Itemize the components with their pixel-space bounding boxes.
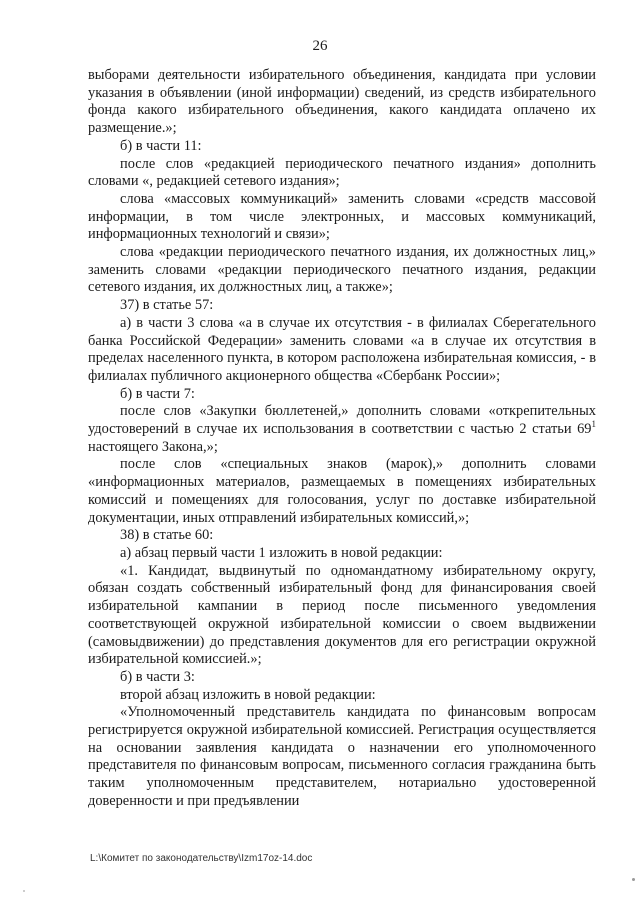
paragraph: «1. Кандидат, выдвинутый по одномандатному избирательному округу, обязан создать собственный избирательный фонд для финансирования своей избирательной кампании в период после письменного уведомления соответствующей окружной избирательной комиссии о своем выдвижении (самовыдвижении) до представления документов для его регистрации окружной избирательной комиссией.»;: [88, 562, 596, 668]
paragraph: «Уполномоченный представитель кандидата по финансовым вопросам регистрируется окружной избирательной комиссией. Регистрация осуществляется на основании заявления кандидата о назначении его уполномоченного представителя по финансовым вопросам, письменного согласия гражданина быть таким уполномоченным представителем, нотариально удостоверенной доверенности и при предъявлении: [88, 704, 596, 809]
paragraph: [88, 403, 596, 456]
paragraph: второй абзац изложить в новой редакции:: [120, 686, 376, 703]
paragraph: 37) в статье 57:: [120, 297, 214, 314]
paragraph: слова «массовых коммуникаций» заменить словами «средств массовой информации, в том числе электронных, и массовых коммуникаций, информационных технологий и связи»;: [88, 190, 596, 243]
footer-file-path: L:\Комитет по законодательству\Izm17oz-14.doc: [90, 853, 313, 864]
page-number: 26: [312, 38, 328, 54]
scan-speck: [632, 878, 635, 881]
paragraph-text: после слов «Закупки бюллетеней,» дополнить словами «открепительных удостоверений в случае их использования в соответствии с частью 2 статьи 69: [88, 403, 596, 438]
paragraph: а) в части 3 слова «а в случае их отсутствия - в филиалах Сберегательного банка Российской Федерации» заменить словами «а в случае их отсутствия в пределах населенного пункта, в котором расположена избирательная комиссия, - в филиалах публичного акционерного общества «Сбербанк России»;: [88, 314, 596, 384]
paragraph: б) в части 7:: [120, 385, 195, 402]
superscript: 1: [591, 419, 596, 430]
document-body: [88, 67, 596, 811]
paragraph: а) абзац первый части 1 изложить в новой редакции:: [120, 544, 443, 561]
paragraph: слова «редакции периодического печатного издания, их должностных лиц,» заменить словами «редакции периодического печатного издания, редакции сетевого издания, их должностных лиц, а также»;: [88, 244, 596, 296]
paragraph: выборами деятельности избирательного объединения, кандидата при условии указания в объявлении (иной информации) сведений, из средств избирательного фонда какого избирательного объединения, какого кандидата оплачено их размещение.»;: [88, 67, 596, 137]
paragraph-text: настоящего Закона,»;: [88, 438, 218, 455]
paragraph: после слов «редакцией периодического печатного издания» дополнить словами «, редакцией сетевого издания»;: [88, 155, 596, 190]
paragraph: б) в части 11:: [120, 137, 202, 154]
paragraph: б) в части 3:: [120, 668, 195, 685]
scan-speck: [23, 890, 25, 892]
paragraph: 38) в статье 60:: [120, 527, 214, 544]
paragraph: после слов «специальных знаков (марок),» дополнить словами «информационных материалов, размещаемых в помещениях избирательных комиссий и помещениях для голосования, услуг по доставке избирательной документации, иных отправлений избирательных комиссий,»;: [88, 456, 596, 526]
